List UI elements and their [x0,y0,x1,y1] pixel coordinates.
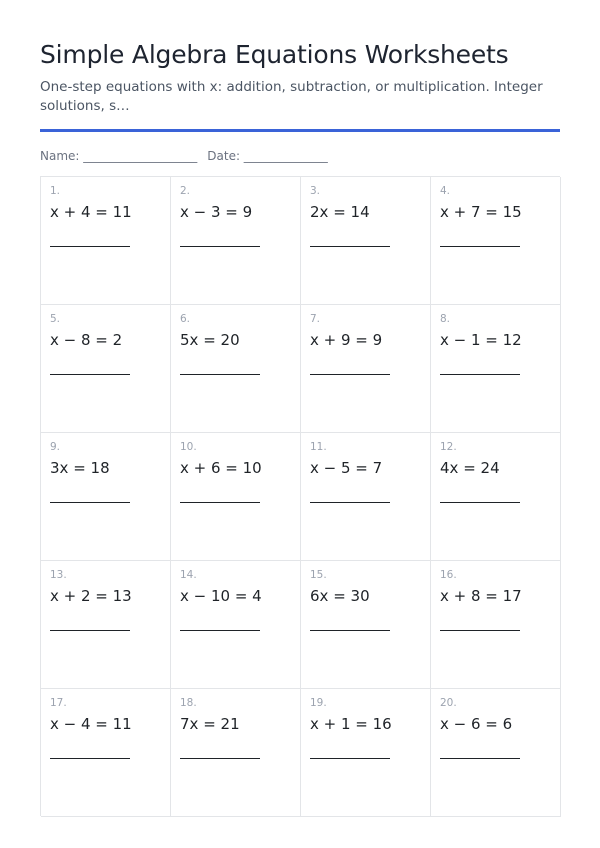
answer-line[interactable] [310,758,390,759]
answer-line[interactable] [180,502,260,503]
problem-equation: x + 2 = 13 [50,587,132,605]
answer-line[interactable] [50,758,130,759]
page-subtitle: One-step equations with x: addition, subtraction, or multiplication. Integer solutions, s… [40,79,543,114]
answer-line[interactable] [50,374,130,375]
problem-number: 8. [440,313,451,325]
problem-equation: 6x = 30 [310,587,370,605]
problem-equation: x + 7 = 15 [440,203,522,221]
problem-number: 10. [180,441,197,453]
problem-equation: 2x = 14 [310,203,370,221]
problem-cell [41,177,171,305]
problem-equation: 4x = 24 [440,459,500,477]
problem-number: 9. [50,441,61,453]
problem-cell [301,689,431,817]
answer-line[interactable] [310,374,390,375]
problem-number: 16. [440,569,457,581]
problem-number: 13. [50,569,67,581]
problem-number: 7. [310,313,321,325]
answer-line[interactable] [50,246,130,247]
problem-cell [171,177,301,305]
problem-cell [171,305,301,433]
problem-cell [431,305,561,433]
problem-cell [171,561,301,689]
name-field[interactable]: Name: ___________________ [40,149,198,163]
problem-cell [301,177,431,305]
problem-equation: x − 8 = 2 [50,331,123,349]
problem-number: 15. [310,569,327,581]
problem-cell [431,433,561,561]
problem-number: 12. [440,441,457,453]
problem-equation: x − 5 = 7 [310,459,383,477]
problem-grid [40,176,560,816]
problem-number: 11. [310,441,327,453]
problem-equation: x + 1 = 16 [310,715,392,733]
problem-cell [431,689,561,817]
problem-cell [431,561,561,689]
problem-number: 2. [180,185,191,197]
answer-line[interactable] [310,630,390,631]
answer-line[interactable] [440,630,520,631]
problem-number: 18. [180,697,197,709]
problem-cell [301,305,431,433]
problem-cell [41,433,171,561]
problem-equation: 5x = 20 [180,331,240,349]
problem-number: 17. [50,697,67,709]
answer-line[interactable] [180,758,260,759]
answer-line[interactable] [180,374,260,375]
answer-line[interactable] [50,630,130,631]
problem-equation: x + 6 = 10 [180,459,262,477]
problem-cell [41,305,171,433]
problem-number: 20. [440,697,457,709]
problem-cell [301,561,431,689]
problem-number: 5. [50,313,61,325]
problem-cell [171,689,301,817]
problem-cell [171,433,301,561]
problem-equation: x − 10 = 4 [180,587,262,605]
problem-equation: x − 3 = 9 [180,203,253,221]
date-field[interactable]: Date: ______________ [207,149,328,163]
answer-line[interactable] [180,246,260,247]
problem-number: 1. [50,185,61,197]
answer-line[interactable] [310,502,390,503]
answer-line[interactable] [50,502,130,503]
problem-number: 3. [310,185,321,197]
answer-line[interactable] [310,246,390,247]
answer-line[interactable] [440,374,520,375]
name-date-row [40,148,560,164]
problem-number: 14. [180,569,197,581]
problem-cell [41,561,171,689]
answer-line[interactable] [440,758,520,759]
header-divider [40,129,560,132]
page-title: Simple Algebra Equations Worksheets [40,40,509,69]
problem-equation: x + 8 = 17 [440,587,522,605]
problem-equation: 3x = 18 [50,459,110,477]
problem-cell [41,689,171,817]
problem-number: 6. [180,313,191,325]
answer-line[interactable] [180,630,260,631]
problem-number: 4. [440,185,451,197]
problem-equation: x − 4 = 11 [50,715,132,733]
problem-equation: x − 6 = 6 [440,715,513,733]
problem-equation: x − 1 = 12 [440,331,522,349]
problem-cell [431,177,561,305]
problem-equation: x + 4 = 11 [50,203,132,221]
problem-cell [301,433,431,561]
problem-number: 19. [310,697,327,709]
problem-equation: 7x = 21 [180,715,240,733]
problem-equation: x + 9 = 9 [310,331,383,349]
answer-line[interactable] [440,502,520,503]
answer-line[interactable] [440,246,520,247]
